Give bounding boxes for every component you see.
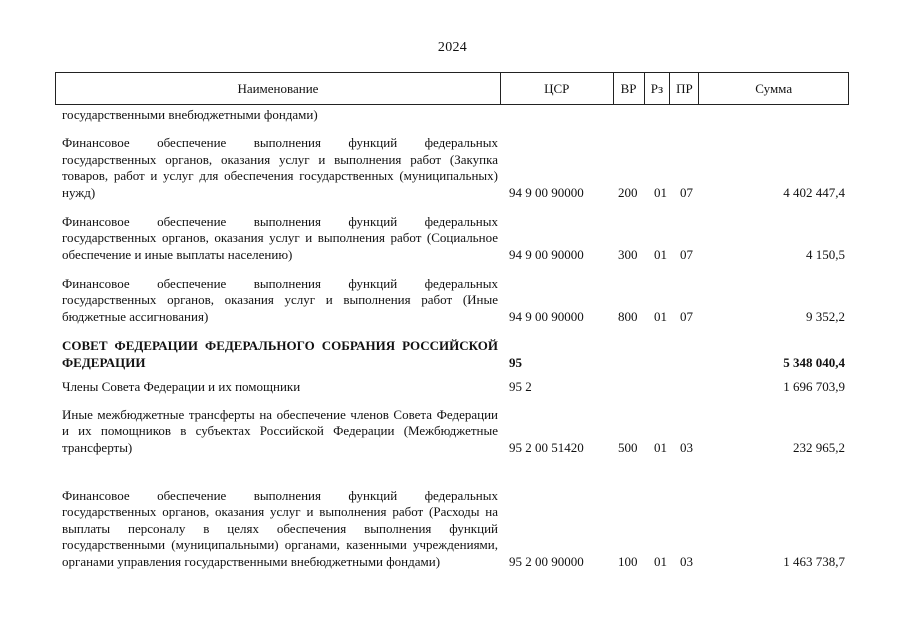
row-sum: 232 965,2 [793,439,845,455]
table-row [62,275,845,325]
header-csr: ЦСР [501,73,614,104]
table-row [62,378,845,395]
row-name: Иные межбюджетные трансферты на обеспечение членов Совета Федерации и их помощников в субъектах Российской Федерации (Межбюджетные трансферты) [62,406,498,455]
page-year: 2024 [437,40,468,55]
row-pr: 03 [680,553,693,569]
table-header [55,72,849,105]
row-vr: 300 [618,246,638,262]
row-vr: 100 [618,553,638,569]
row-vr: 500 [618,439,638,455]
row-pr: 07 [680,184,693,200]
row-name: Члены Совета Федерации и их помощники [62,378,301,394]
table-row [62,134,845,201]
table-row [62,213,845,263]
header-vr: ВР [614,73,645,104]
row-csr: 95 [509,354,522,370]
row-csr: 94 9 00 90000 [509,184,584,200]
table-row [62,337,845,371]
header-name: Наименование [56,73,501,104]
row-sum: 1 463 738,7 [783,553,845,569]
row-rz: 01 [654,184,667,200]
row-csr: 95 2 [509,378,532,394]
row-csr: 94 9 00 90000 [509,308,584,324]
row-sum: 4 150,5 [806,246,845,262]
table-row [62,469,845,570]
row-csr: 95 2 00 51420 [509,439,584,455]
row-sum: 9 352,2 [806,308,845,324]
row-sum: 4 402 447,4 [783,184,845,200]
row-name: государственными внебюджетными фондами) [62,106,318,122]
row-rz: 01 [654,439,667,455]
row-vr: 200 [618,184,638,200]
row-sum: 1 696 703,9 [783,378,845,394]
row-rz: 01 [654,246,667,262]
row-rz: 01 [654,308,667,324]
row-csr: 94 9 00 90000 [509,246,584,262]
header-rz: Рз [645,73,671,104]
row-csr: 95 2 00 90000 [509,553,584,569]
row-rz: 01 [654,553,667,569]
row-name: Финансовое обеспечение выполнения функций федеральных государственных органов, оказания услуг и выполнения работ (Социальное обеспечение и иные выплаты населению) [62,213,498,262]
row-name: Финансовое обеспечение выполнения функций федеральных государственных органов, оказания услуг и выполнения работ (Закупка товаров, работ и услуг для обеспечения государственных (муниципальных) нужд) [62,135,498,200]
header-pr: ПР [670,73,699,104]
row-pr: 07 [680,246,693,262]
row-name: Финансовое обеспечение выполнения функций федеральных государственных органов, оказания услуг и выполнения работ (Расходы на выплаты персоналу в целях обеспечения выполнения функций государственными (муниципальными) органами, казенными учреждениями, органами управления государственными внебюджетными фондами) [62,487,498,569]
table-row [62,406,845,456]
row-pr: 07 [680,308,693,324]
header-sum: Сумма [755,80,793,96]
row-name: Финансовое обеспечение выполнения функций федеральных государственных органов, оказания услуг и выполнения работ (Иные бюджетные ассигнования) [62,275,498,324]
row-pr: 03 [680,439,693,455]
table-row [62,106,845,123]
row-vr: 800 [618,308,638,324]
row-sum: 5 348 040,4 [783,354,845,370]
section-title: СОВЕТ ФЕДЕРАЦИИ ФЕДЕРАЛЬНОГО СОБРАНИЯ РОССИЙСКОЙ ФЕДЕРАЦИИ [62,338,498,370]
